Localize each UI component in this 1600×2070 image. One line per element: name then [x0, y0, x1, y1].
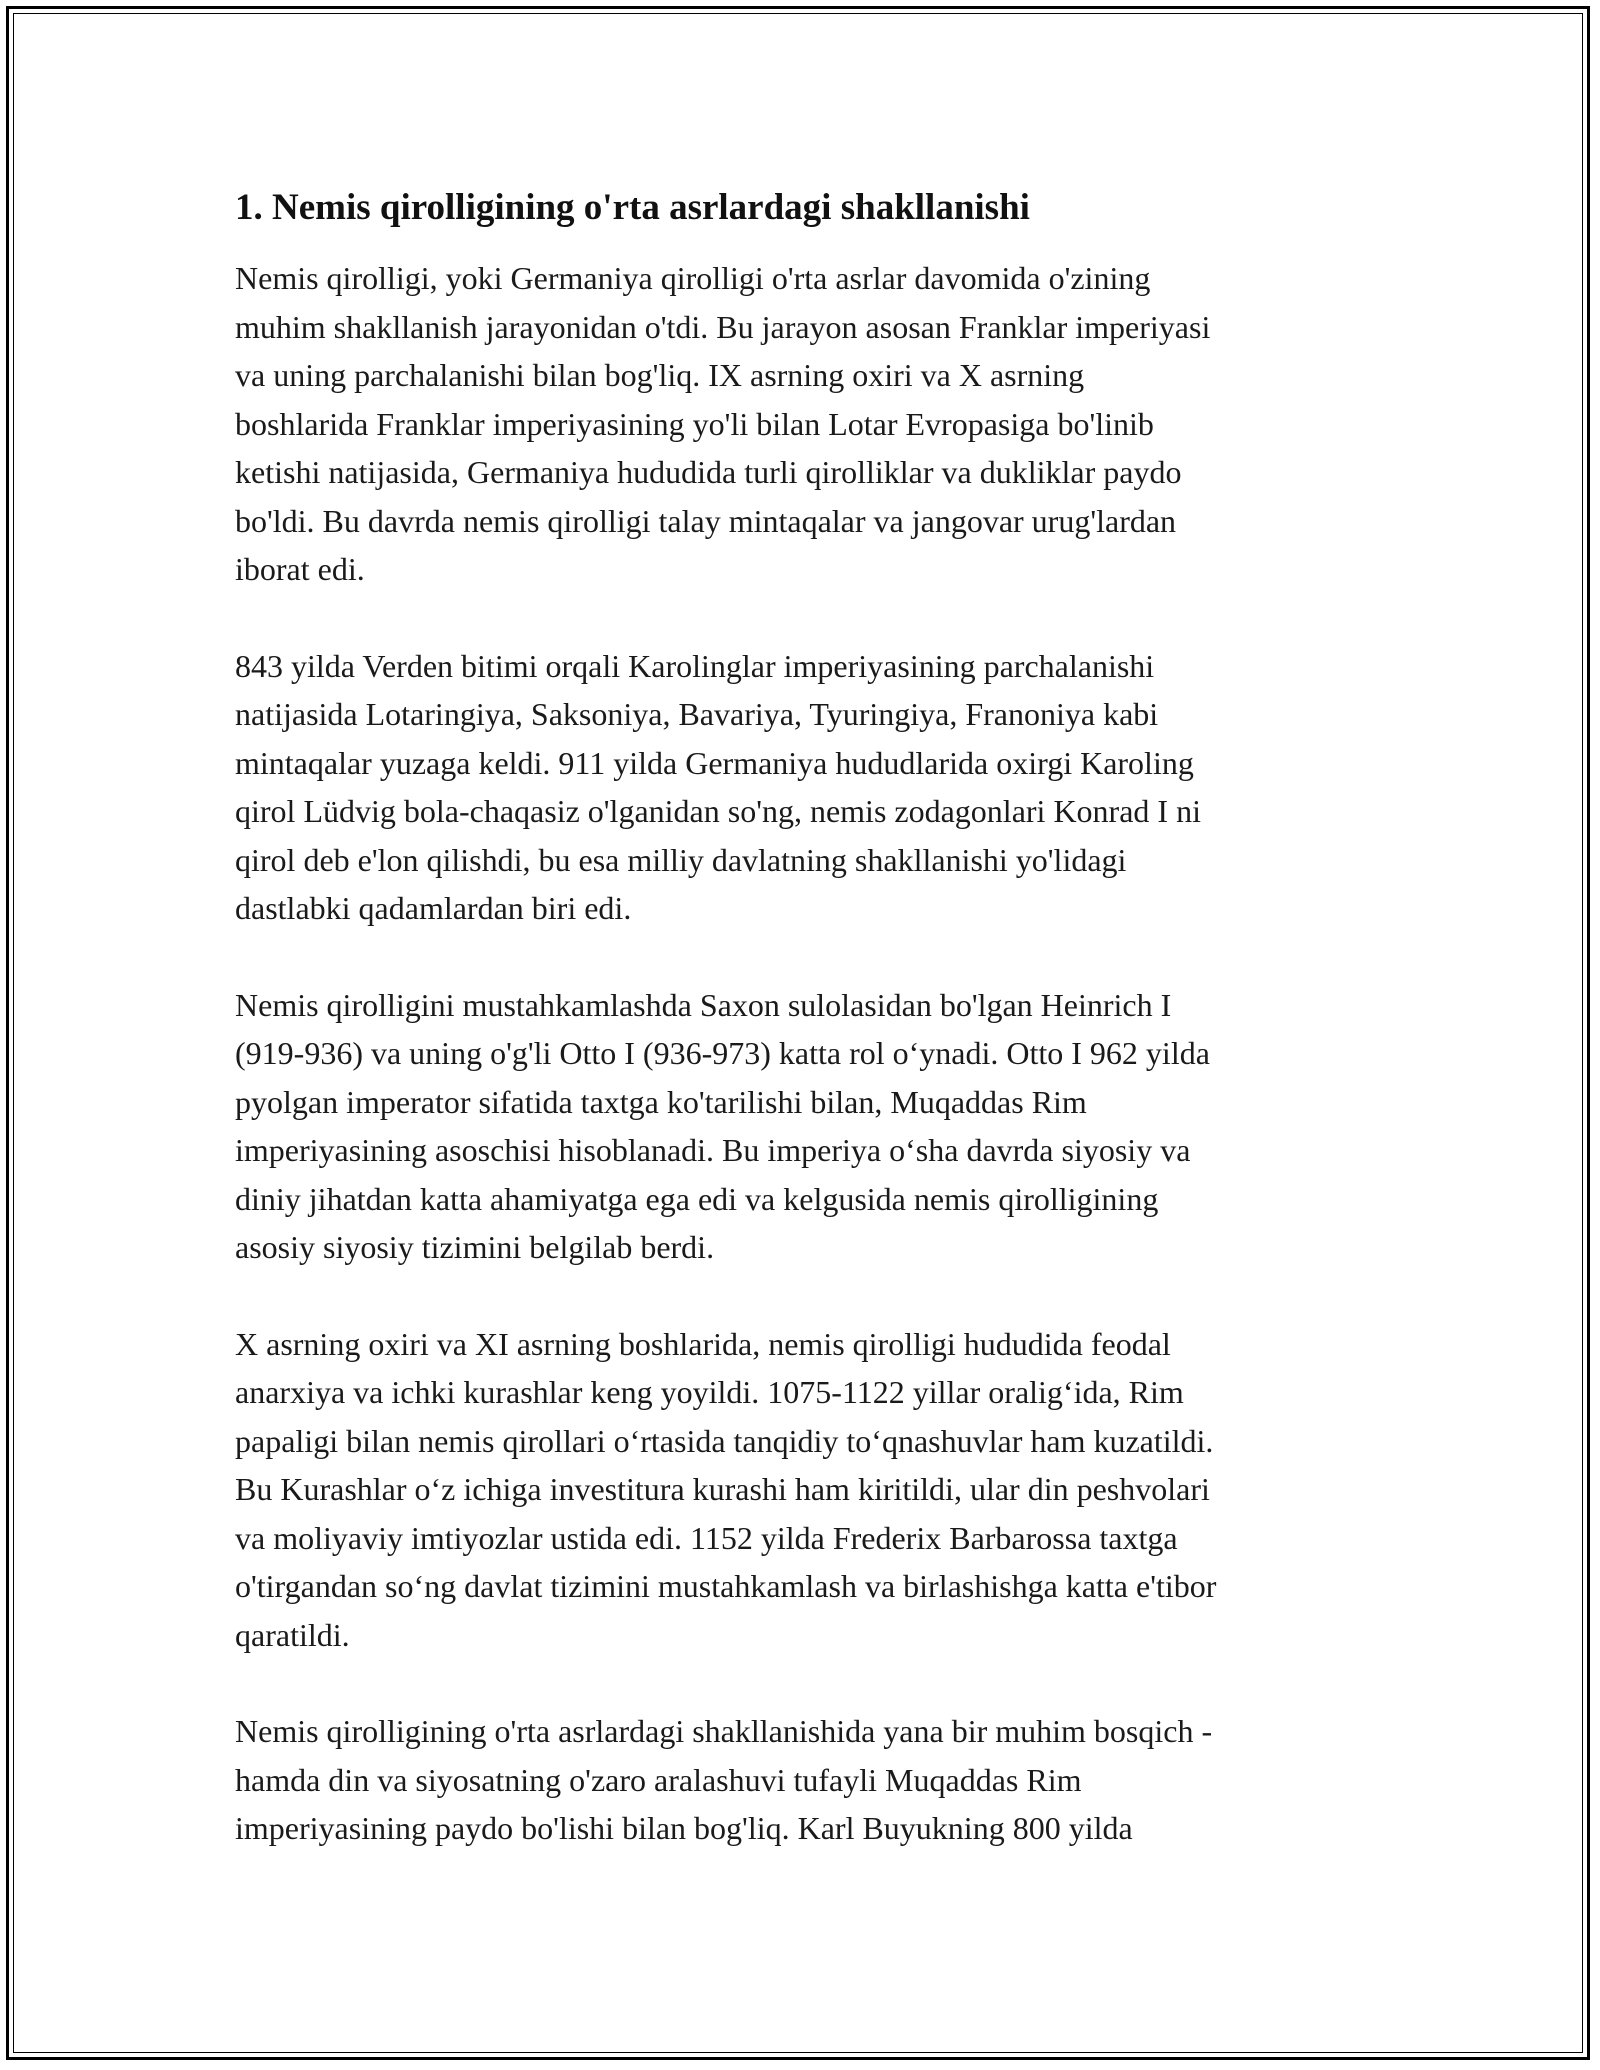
text-line: papaligi bilan nemis qirollari o‘rtasida tanqidiy to‘qnashuvlar ham kuzatildi. — [235, 1422, 1214, 1459]
text-line: boshlarida Franklar imperiyasining yo'li bilan Lotar Evropasiga bo'linib — [235, 405, 1154, 442]
text-line: dastlabki qadamlardan biri edi. — [235, 890, 632, 926]
paragraph-4 — [235, 1320, 1365, 1660]
text-line: Nemis qirolligini mustahkamlashda Saxon sulolasidan bo'lgan Heinrich I — [235, 986, 1172, 1023]
document-body — [235, 186, 1365, 1901]
text-line: diniy jihatdan katta ahamiyatga ega edi va kelgusida nemis qirolligining — [235, 1180, 1159, 1217]
paragraph-1 — [235, 254, 1365, 594]
text-line: va moliyaviy imtiyozlar ustida edi. 1152 yilda Frederix Barbarossa taxtga — [235, 1519, 1178, 1556]
text-line: bo'ldi. Bu davrda nemis qirolligi talay mintaqalar va jangovar urug'lardan — [235, 502, 1177, 539]
text-line: va uning parchalanishi bilan bog'liq. IX asrning oxiri va X asrning — [235, 357, 1085, 393]
paragraph-2 — [235, 642, 1365, 933]
text-line: mintaqalar yuzaga keldi. 911 yilda Germaniya hududlarida oxirgi Karoling — [235, 744, 1194, 781]
text-line: qirol Lüdvig bola-chaqasiz o'lganidan so'ng, nemis zodagonlari Konrad I ni — [235, 793, 1201, 829]
section-heading: 1. Nemis qirolligining o'rta asrlardagi shakllanishi — [235, 187, 1030, 228]
text-line: (919-936) va uning o'g'li Otto I (936-973) katta rol o‘ynadi. Otto I 962 yilda — [235, 1035, 1210, 1071]
text-line: asosiy siyosiy tizimini belgilab berdi. — [235, 1229, 715, 1265]
text-line: muhim shakllanish jarayonidan o'tdi. Bu jarayon asosan Franklar imperiyasi — [235, 308, 1211, 345]
text-line: anarxiya va ichki kurashlar keng yoyildi. 1075-1122 yillar oralig‘ida, Rim — [235, 1374, 1184, 1410]
text-line: imperiyasining paydo bo'lishi bilan bog'liq. Karl Buyukning 800 yilda — [235, 1810, 1133, 1846]
text-line: Bu Kurashlar o‘z ichiga investitura kurashi ham kiritildi, ular din peshvolari — [235, 1471, 1210, 1507]
text-line: qaratildi. — [235, 1616, 350, 1653]
text-line: X asrning oxiri va XI asrning boshlarida, nemis qirolligi hududida feodal — [235, 1325, 1171, 1362]
text-line: 843 yilda Verden bitimi orqali Karolinglar imperiyasining parchalanishi — [235, 647, 1155, 684]
text-line: hamda din va siyosatning o'zaro aralashuvi tufayli Muqaddas Rim — [235, 1761, 1082, 1798]
text-line: qirol deb e'lon qilishdi, bu esa milliy davlatning shakllanishi yo'lidagi — [235, 841, 1127, 878]
text-line: Nemis qirolligining o'rta asrlardagi shakllanishida yana bir muhim bosqich - — [235, 1713, 1213, 1749]
paragraph-3 — [235, 981, 1365, 1272]
text-line: imperiyasining asoschisi hisoblanadi. Bu imperiya o‘sha davrda siyosiy va — [235, 1132, 1191, 1168]
text-line: iborat edi. — [235, 551, 365, 587]
paragraph-5 — [235, 1707, 1365, 1853]
text-line: natijasida Lotaringiya, Saksoniya, Bavariya, Tyuringiya, Franoniya kabi — [235, 696, 1159, 732]
text-line: o'tirgandan so‘ng davlat tizimini mustahkamlash va birlashishga katta e'tibor — [235, 1568, 1217, 1604]
text-line: Nemis qirolligi, yoki Germaniya qirolligi o'rta asrlar davomida o'zining — [235, 260, 1151, 296]
text-line: ketishi natijasida, Germaniya hududida turli qirolliklar va dukliklar paydo — [235, 454, 1182, 490]
text-line: pyolgan imperator sifatida taxtga ko'tarilishi bilan, Muqaddas Rim — [235, 1083, 1087, 1120]
